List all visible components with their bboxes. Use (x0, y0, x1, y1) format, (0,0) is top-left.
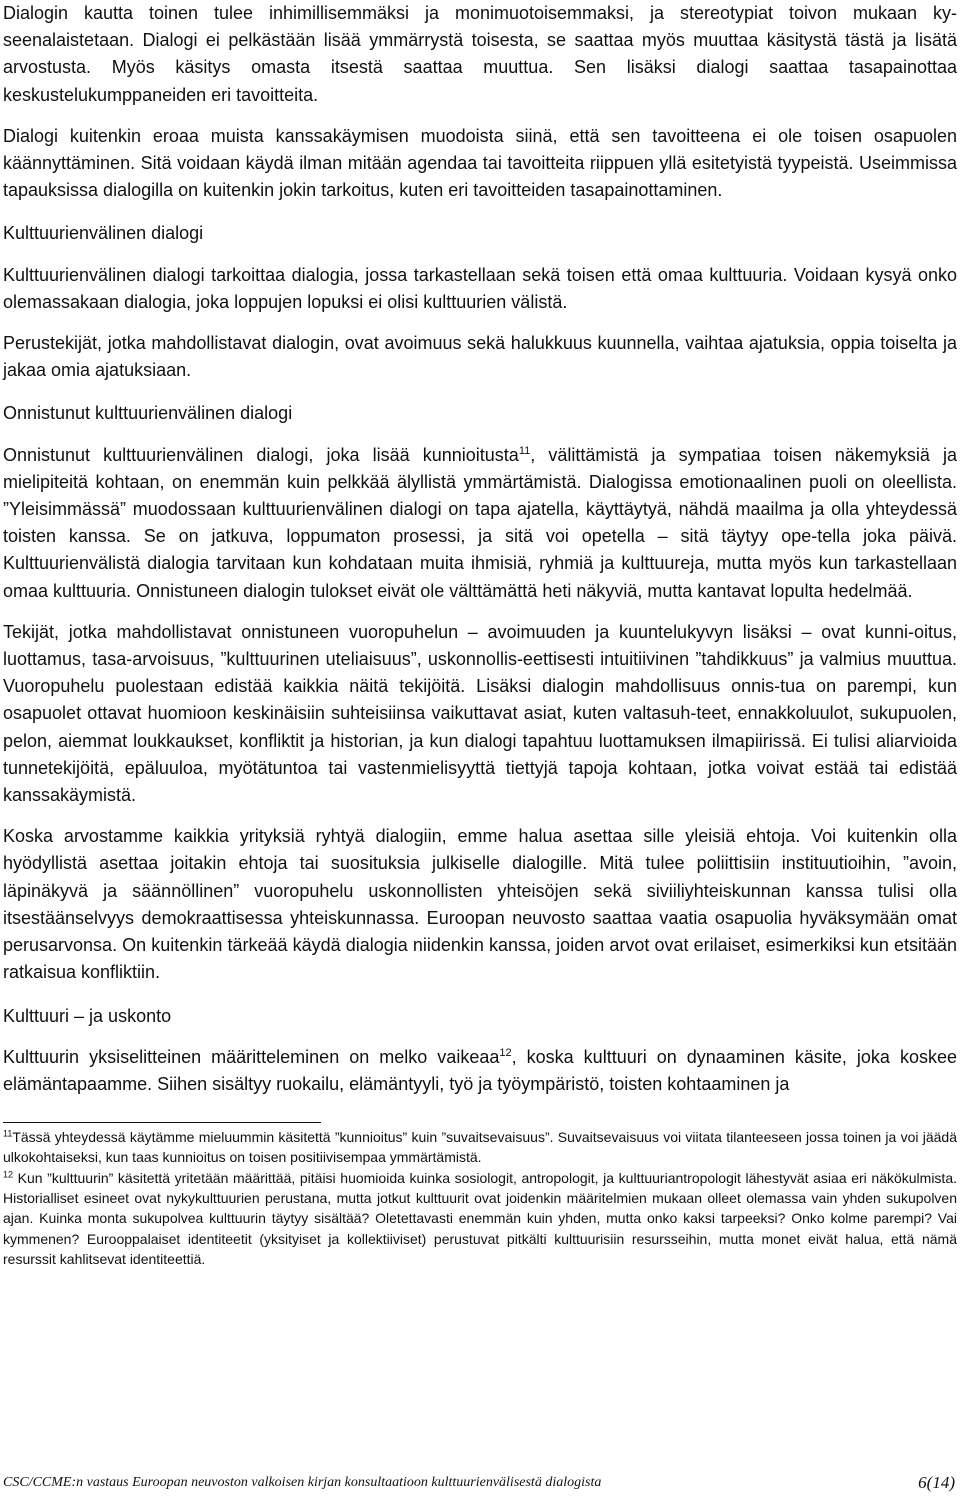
footnote (3, 1127, 957, 1168)
paragraph: Perustekijät, jotka mahdollistavat dialogin, ovat avoimuus sekä halukkuus kuunnella, vaihtaa ajatuksia, oppia toiselta ja jakaa omia ajatuksiaan. (3, 333, 957, 381)
paragraph (3, 442, 957, 605)
footnote-reference: 11 (518, 444, 531, 457)
footnote-reference: 12 (499, 1046, 512, 1059)
paragraph: Koska arvostamme kaikkia yrityksiä ryhtyä dialogiin, emme halua asettaa sille yleisiä ehtoja. Voi kuitenkin olla hyödyllistä asettaa joitakin ehtoja tai suosituksia julkiselle dialogille. Mitä tulee poliittisiin instituutioihin, ”avoin, läpinäkyvä ja säännöllinen” vuoropuhelu uskonnollisten yhteisöjen sekä siviiliyhteiskunnan kanssa tulisi olla itsestäänselvyys demokraattisessa yhteiskunnassa. Euroopan neuvosto saattaa vaatia osapuolia hyväksymään omat perusarvonsa. On kuitenkin tärkeää käydä dialogia niidenkin kanssa, joiden arvot ovat erilaiset, esimerkiksi kun etsitään ratkaisua konfliktiin. (3, 826, 957, 983)
footnote-number: 12 (3, 1169, 14, 1180)
footnote-text: Kun ”kulttuurin” käsitettä yritetään määrittää, pitäisi huomioida kuinka sosiologit, antropologit, ja kulttuuriantropologit lähestyvät asiaa eri näkökulmista. Historialliset esineet ovat nykykulttuurien perustana, mutta jotkut kulttuurit ovat joidenkin määritelmien mukaan olleet olemassa vain yhden sukupolven ajan. Kuinka monta sukupolvea kulttuurin täytyy sisältää? Oletettavasti enemmän kuin yhden, mutta onko kaksi tarpeeksi? Onko kolme parempi? Vai kymmenen? Eurooppalaiset identiteetit (yksityiset ja kollektiiviset) perustuvat pitkälti kulttuurisiin resursseihin, mutta monet eivät halua, että nämä resurssit kahlitsevat identiteettiä. (3, 1169, 957, 1267)
paragraph: Dialogi kuitenkin eroaa muista kanssakäymisen muodoista siinä, että sen tavoitteena ei ole toisen osapuolen käännyttäminen. Sitä voidaan käydä ilman mitään agendaa tai tavoitteita riippuen yllä esitetyistä tyypeistä. Useimmissa tapauksissa dialogilla on kuitenkin jokin tarkoitus, kuten eri tavoitteiden tasapainottaminen. (3, 125, 957, 201)
document-body (3, 0, 957, 1269)
paragraph: Kulttuurienvälinen dialogi tarkoittaa dialogia, jossa tarkastellaan sekä toisen että omaa kulttuuria. Voidaan kysyä onko olemassakaan dialogia, joka loppujen lopuksi ei olisi kulttuurien välistä. (3, 264, 957, 312)
footer-text: CSC/CCME:n vastaus Euroopan neuvoston valkoisen kirjan konsultaatioon kulttuurienvälisestä dialogista (3, 1475, 602, 1490)
paragraph-text: Onnistunut kulttuurienvälinen dialogi, joka lisää kunnioitusta (3, 444, 519, 465)
paragraph: Dialogin kautta toinen tulee inhimillisemmäksi ja monimuotoisemmaksi, ja stereotypiat toivon mukaan ky-seenalaistetaan. Dialogi ei pelkästään lisää ymmärrystä toisesta, se saattaa myös muuttaa käsitystä tästä ja lisätä arvostusta. Myös käsitys omasta itsestä saattaa muuttua. Sen lisäksi dialogi saattaa tasapainottaa keskustelukumppaneiden eri tavoitteita. (3, 3, 957, 105)
paragraph (3, 1044, 957, 1098)
paragraph-text: , koska kulttuuri on dynaaminen käsite, joka koskee elämäntapaamme. Siihen sisältyy ruokailu, elämäntyyli, työ ja työympäristö, toisten kohtaaminen ja (3, 1046, 957, 1094)
paragraph-text: Kulttuurin yksiselitteinen määritteleminen on melko vaikeaa (3, 1046, 500, 1067)
footnote-text: Tässä yhteydessä käytämme mieluummin käsitettä ”kunnioitus” kuin ”suvaitsevaisuus”. Suvaitsevaisuus voi viitata tilanteeseen jossa toinen ja voi jäädä ulkokohtaiseksi, kun taas kunnioitus on toisen positiivisempaa ymmärtämistä. (3, 1129, 957, 1166)
page-number: 6(14) (918, 1473, 955, 1492)
footnote-divider (3, 1122, 321, 1123)
footnote-number: 11 (3, 1128, 13, 1139)
paragraph: Tekijät, jotka mahdollistavat onnistuneen vuoropuhelun – avoimuuden ja kuuntelukyvyn lisäksi – ovat kunni-oitus, luottamus, tasa-arvoisuus, ”kulttuurinen uteliaisuus”, uskonnollis-eettisesti intuitiivinen ”tahdikkuus” ja valmius muuttua. Vuoropuhelu puolestaan edistää kaikkia näitä tekijöitä. Lisäksi dialogin mahdollisuus onnis-tua on parempi, kun osapuolet ottavat huomioon keskinäisiin suhteisiinsa vaikuttavat asiat, kuten valtasuh-teet, ennakkoluulot, sukupuolen, pelon, aiemmat loukkaukset, konfliktit ja historian, ja kun dialogi tapahtuu luottamuksen ilmapiirissä. Ei tulisi aliarvioida tunnetekijöitä, epäluuloa, myötätuntoa tai vastenmielisyyttä tiettyjä tapoja kohtaan, jotka voivat estää tai edistää kanssakäymistä. (3, 621, 957, 806)
section-heading: Kulttuuri – ja uskonto (3, 1005, 172, 1026)
section-heading: Kulttuurienvälinen dialogi (3, 223, 204, 244)
footnote (3, 1168, 957, 1269)
section-heading: Onnistunut kulttuurienvälinen dialogi (3, 403, 293, 424)
paragraph-text: , välittämistä ja sympatiaa toisen näkemyksiä ja mielipiteitä kohtaan, on enemmän kuin pelkkää älyllistä ymmärtämistä. Dialogissa emotionaalinen puoli on oleellista. ”Yleisimmässä” muodossaan kulttuurienvälinen dialogi on tapa ajatella, käyttäytyä, nähdä maailma ja olla yhteydessä toisten kanssa. Se on jatkuva, loppumaton prosessi, ja sitä voi opetella – sitä täytyy ope-tella joka päivä. Kulttuurienvälistä dialogia tarvitaan kun kohdataan muita ihmisiä, ryhmiä ja kulttuureja, mutta myös kun tarkastellaan omaa kulttuuria. Onnistuneen dialogin tulokset eivät ole välttämättä heti näkyviä, mutta kantavat lopulta hedelmää. (3, 444, 957, 601)
page-footer (3, 1473, 957, 1493)
